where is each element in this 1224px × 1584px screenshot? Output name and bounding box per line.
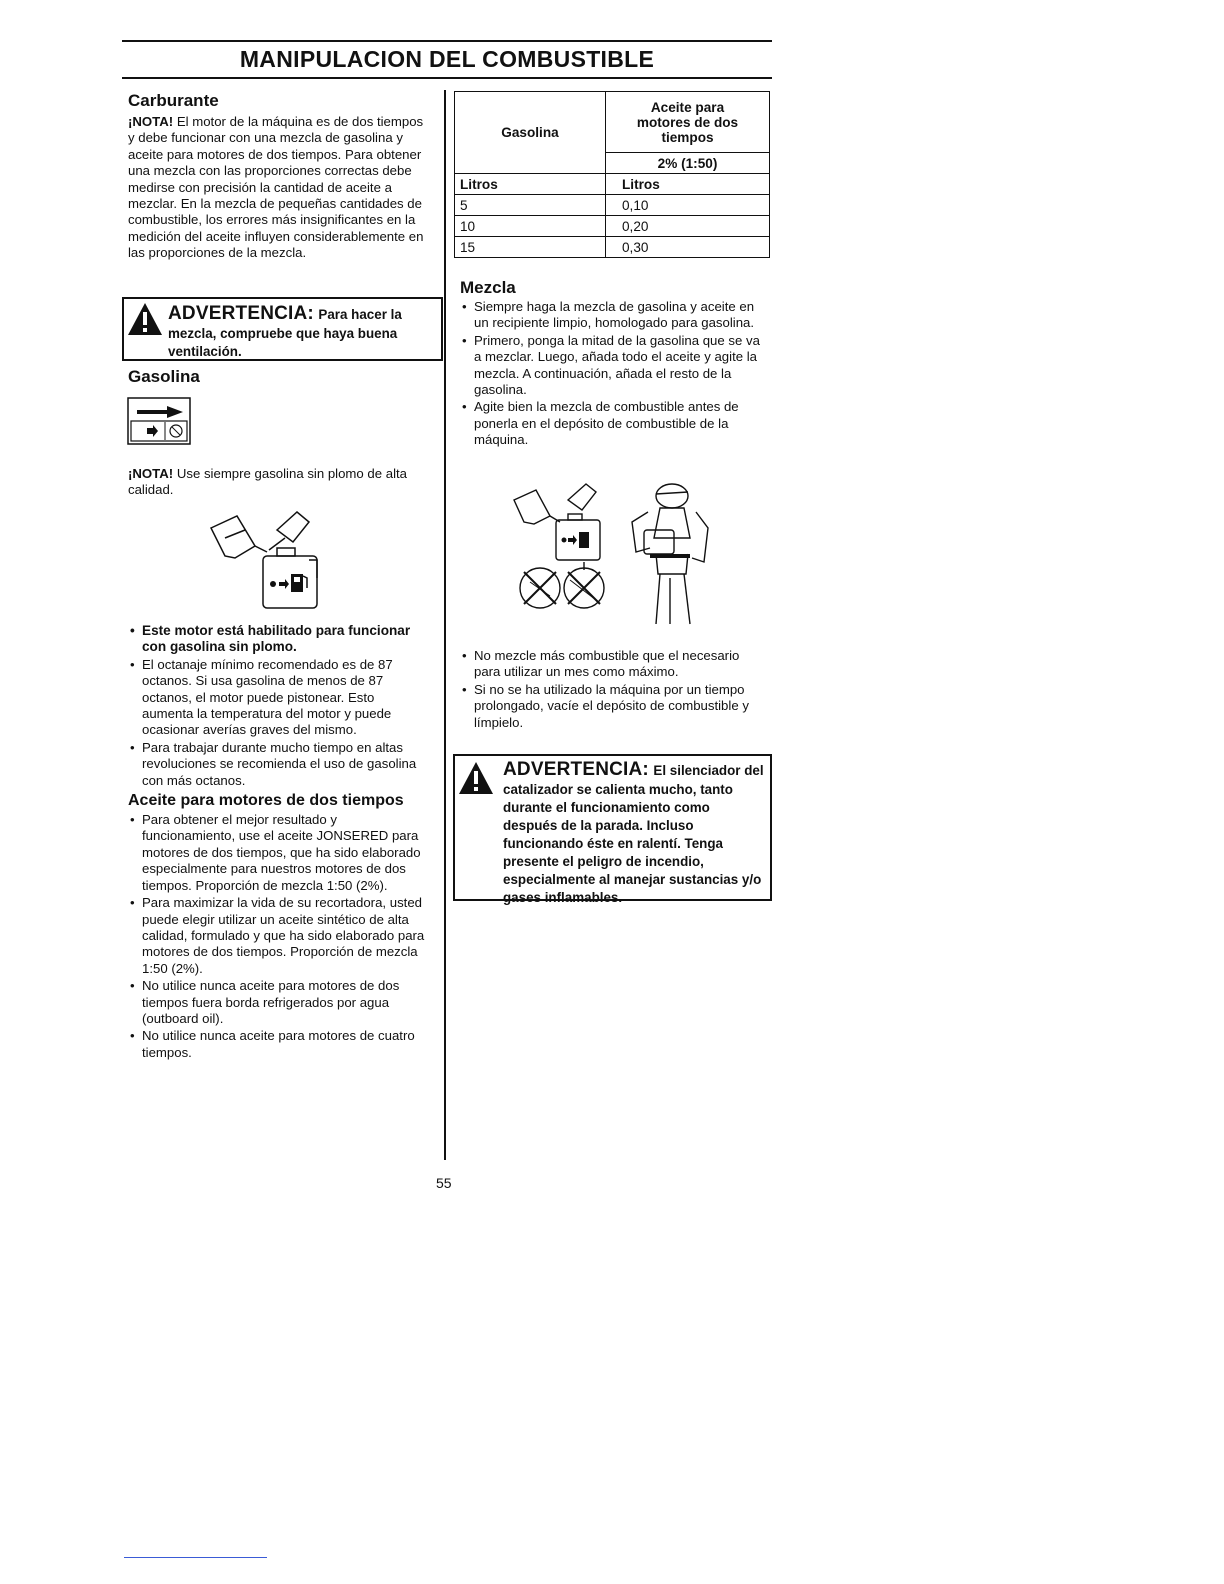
gasolina-bullets: [128, 623, 428, 789]
title-top-rule: [122, 40, 772, 42]
mezcla-bullets-2-block: [460, 648, 765, 732]
unleaded-fuel-symbol-icon: [127, 397, 191, 445]
list-item: • No mezcle más combustible que el necesario para utilizar un mes como máximo.: [460, 648, 765, 681]
warning-catalyst-muffler: [453, 754, 772, 905]
table-cell: 5: [455, 195, 606, 216]
list-item: • El octanaje mínimo recomendado es de 87 octanos. Si usa gasolina de menos de 87 octanos, el motor puede pistonear. Esto aumenta la temperatura del motor y puede ocasionar averías graves del mismo.: [128, 657, 428, 739]
mezcla-bullets-2: [460, 648, 765, 731]
table-cell: 10: [455, 216, 606, 237]
list-item: • Este motor está habilitado para funcionar con gasolina sin plomo.: [128, 623, 428, 656]
list-item: • Para maximizar la vida de su recortadora, usted puede elegir utilizar un aceite sintético de alta calidad, formulado y que ha sido elaborado para motores de dos tiempos. Proporción de mezcla 1:50 (2%).: [128, 895, 428, 977]
bottom-divider: [124, 1557, 267, 1558]
fuel-can-illustration-icon: [205, 508, 325, 612]
gasolina-note-block: [128, 466, 428, 499]
column-divider: [444, 90, 446, 1160]
table-head-aceite: Aceite para motores de dos tiempos: [606, 92, 770, 153]
list-item: • Para obtener el mejor resultado y funcionamiento, use el aceite JONSERED para motores de dos tiempos, que ha sido elaborado especialmente para nuestros motores de dos tiempos. Proporción de mezcla 1:50 (2%).: [128, 812, 428, 894]
gasolina-section: [128, 367, 428, 387]
gasolina-heading: Gasolina: [128, 367, 200, 386]
carburante-note-label: ¡NOTA!: [128, 114, 174, 129]
table-cell: 0,10: [606, 195, 770, 216]
gasolina-bullets-block: [128, 623, 428, 1062]
aceite-bullets: [128, 812, 428, 1061]
gasolina-note-label: ¡NOTA!: [128, 466, 174, 481]
table-cell: 0,20: [606, 216, 770, 237]
warning-triangle-icon: [458, 761, 494, 795]
table-row: [455, 237, 770, 258]
table-cell: 15: [455, 237, 606, 258]
page-number: 55: [436, 1175, 452, 1191]
mixing-fuel-illustration-icon: [510, 478, 725, 628]
warning-1-word: ADVERTENCIA:: [168, 303, 314, 324]
title-bottom-rule: [122, 77, 772, 79]
list-item: • Siempre haga la mezcla de gasolina y aceite en un recipiente limpio, homologado para gasolina.: [460, 299, 765, 332]
mezcla-section: [460, 278, 765, 450]
aceite-heading: Aceite para motores de dos tiempos: [128, 792, 404, 810]
carburante-heading: Carburante: [128, 91, 219, 110]
warning-1-message: Para hacer la mezcla, compruebe que haya buena ventilación.: [168, 307, 402, 359]
list-item: • Para trabajar durante mucho tiempo en altas revoluciones se recomienda el uso de gasolina con más octanos.: [128, 740, 428, 789]
list-item: • Primero, ponga la mitad de la gasolina que se va a mezclar. Luego, añada todo el aceite y agite la mezcla. A continuación, añada el resto de la gasolina.: [460, 333, 765, 399]
list-item: • Agite bien la mezcla de combustible antes de ponerla en el depósito de combustible de la máquina.: [460, 399, 765, 448]
mezcla-heading: Mezcla: [460, 278, 516, 297]
gasolina-note: [128, 466, 428, 499]
table-row: [455, 195, 770, 216]
page-title: MANIPULACION DEL COMBUSTIBLE: [239, 46, 655, 72]
table-unit-aceite: Litros: [606, 174, 770, 195]
gasolina-note-text: Use siempre gasolina sin plomo de alta calidad.: [128, 466, 408, 498]
table-row: [455, 174, 770, 195]
warning-2-message: El silenciador del catalizador se calienta mucho, tanto durante el funcionamiento como después de la parada. Incluso funcionando éste en ralentí. Tenga presente el peligro de incendio, especialmente al manejar sustancias y/o gases inflamables.: [503, 763, 764, 905]
table-ratio: 2% (1:50): [606, 153, 770, 174]
table-row: [455, 216, 770, 237]
table-cell: 0,30: [606, 237, 770, 258]
carburante-section: [128, 91, 428, 262]
carburante-note-text: El motor de la máquina es de dos tiempos y debe funcionar con una mezcla de gasolina y aceite para motores de dos tiempos. Para obtener una mezcla con las proporciones correctas debe medirse con precisión la cantidad de aceite a mezclar. En la mezcla de pequeñas cantidades de combustible, los errores más insignificantes en la medición del aceite influyen considerablemente en las proporciones de la mezcla.: [128, 114, 424, 261]
warning-2-word: ADVERTENCIA:: [503, 759, 649, 780]
carburante-note: [128, 114, 428, 262]
warning-ventilation: [122, 297, 443, 361]
warning-triangle-icon: [127, 302, 163, 336]
mezcla-bullets: [460, 299, 765, 449]
table-head-gasolina: Gasolina: [455, 92, 606, 174]
table-unit-gasolina: Litros: [455, 174, 606, 195]
list-item: • Si no se ha utilizado la máquina por un tiempo prolongado, vacíe el depósito de combustible y límpielo.: [460, 682, 765, 731]
list-item: • No utilice nunca aceite para motores de dos tiempos fuera borda refrigerados por agua (outboard oil).: [128, 978, 428, 1027]
mix-ratio-table: [454, 91, 770, 258]
table-row: [455, 92, 770, 153]
list-item: • No utilice nunca aceite para motores de cuatro tiempos.: [128, 1028, 428, 1061]
